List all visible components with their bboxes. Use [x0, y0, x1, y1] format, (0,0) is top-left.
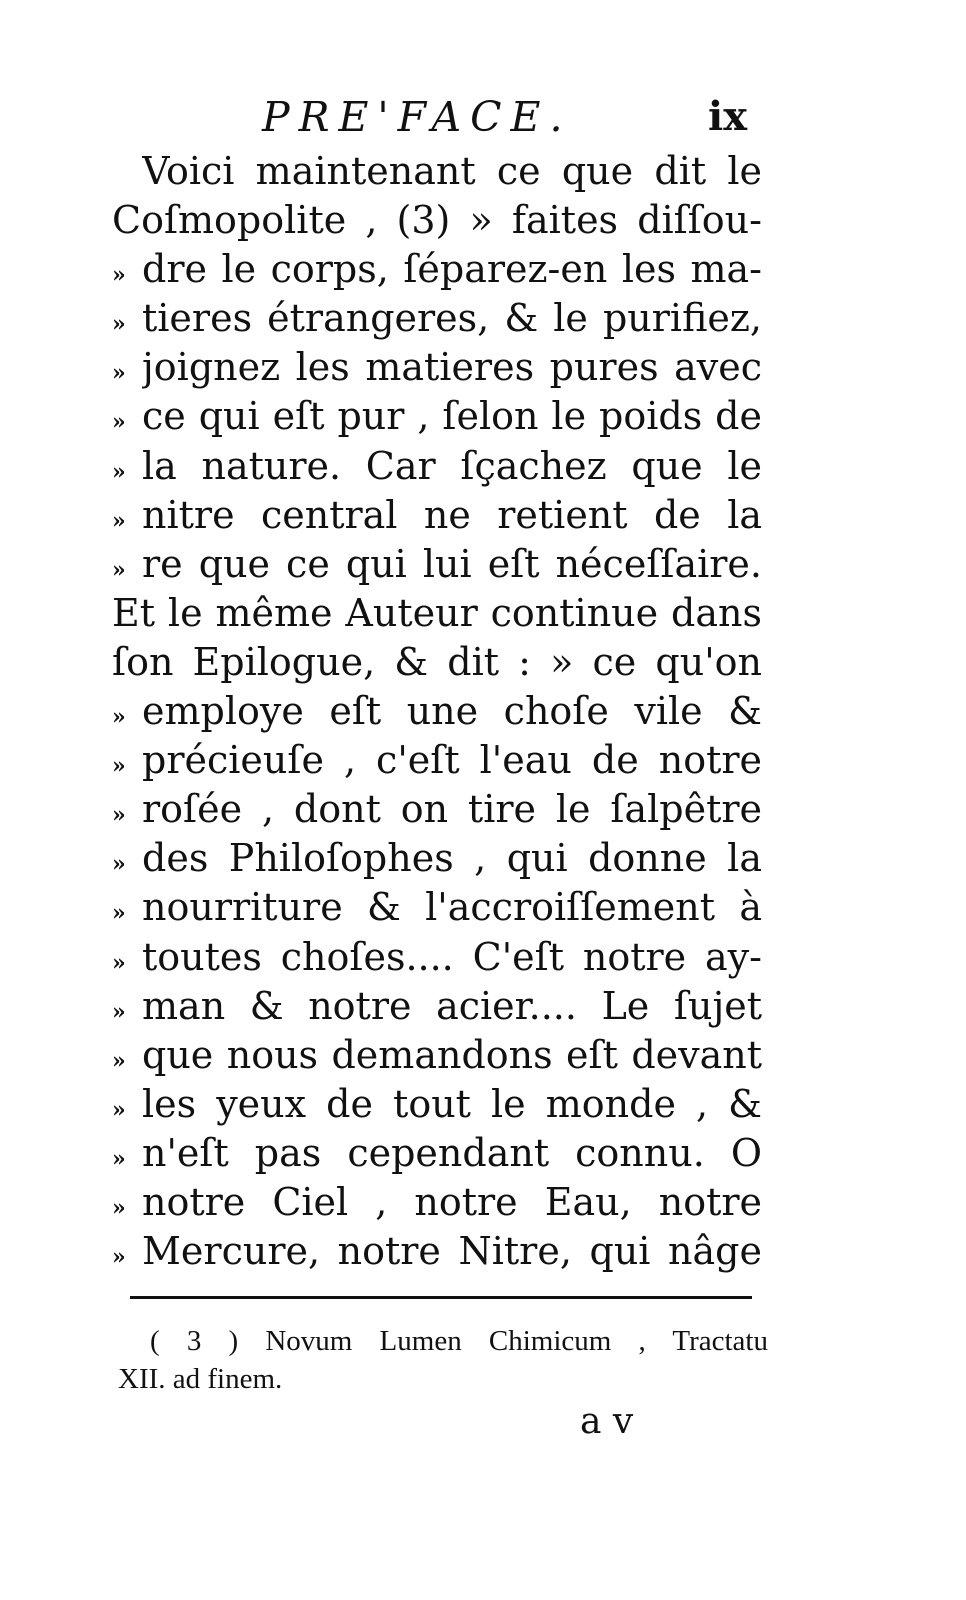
quote-mark: »: [112, 900, 126, 927]
text-line: [112, 1129, 762, 1178]
text-line: [112, 1227, 762, 1276]
line-text: nitre central ne retient de la: [142, 492, 762, 537]
quote-mark: »: [112, 1047, 126, 1074]
text-line: [112, 147, 762, 196]
quote-mark: »: [112, 949, 126, 976]
text-line: [112, 540, 762, 589]
text-line: [112, 933, 762, 982]
quote-mark: »: [112, 753, 126, 780]
text-line: [112, 343, 762, 392]
quote-mark: »: [112, 1194, 126, 1221]
text-line: [112, 1080, 762, 1129]
line-text: ſon Epilogue, & dit : » ce qu'on: [112, 639, 762, 684]
line-text: man & notre acier.... Le ſujet: [142, 983, 762, 1028]
line-text: Et le même Auteur continue dans: [112, 590, 762, 635]
quote-mark: »: [112, 409, 126, 436]
line-text: tieres étrangeres, & le purifiez,: [142, 296, 762, 341]
body-text: [112, 147, 762, 1276]
quote-mark: »: [112, 1244, 126, 1271]
footnote: [118, 1322, 768, 1398]
quote-mark: »: [112, 1096, 126, 1123]
running-title: PRE'FACE.: [262, 93, 572, 141]
text-line: [112, 736, 762, 785]
quote-mark: »: [112, 998, 126, 1025]
quote-mark: »: [112, 1145, 126, 1172]
line-text: notre Ciel , notre Eau, notre: [142, 1179, 762, 1224]
line-text: la nature. Car ſçachez que le: [142, 443, 762, 488]
text-line: [112, 982, 762, 1031]
quote-mark: »: [112, 802, 126, 829]
catchword: a v: [580, 1401, 634, 1442]
text-line: [112, 294, 762, 343]
text-line: [112, 1178, 762, 1227]
text-line: [112, 442, 762, 491]
text-line: [112, 883, 762, 932]
text-line: [112, 392, 762, 441]
line-text: précieuſe , c'eſt l'eau de notre: [142, 738, 762, 783]
quote-mark: »: [112, 360, 126, 387]
text-line: [112, 638, 762, 687]
line-text: n'eſt pas cependant connu. O: [142, 1130, 762, 1175]
quote-mark: »: [112, 458, 126, 485]
quote-mark: »: [112, 704, 126, 731]
line-text: re que ce qui lui eſt néceſſaire.: [142, 541, 762, 586]
line-text: nourriture & l'accroiſſement à: [142, 885, 762, 930]
line-text: Coſmopolite , (3) » faites diſſou-: [112, 198, 762, 243]
text-line: [112, 1031, 762, 1080]
text-line: [112, 834, 762, 883]
quote-mark: »: [112, 507, 126, 534]
footnote-line: ( 3 ) Novum Lumen Chimicum , Tractatu: [150, 1325, 768, 1357]
quote-mark: »: [112, 556, 126, 583]
text-line: [112, 785, 762, 834]
text-line: [112, 196, 762, 245]
line-text: toutes choſes.... C'eſt notre ay-: [142, 934, 762, 979]
text-line: [112, 687, 762, 736]
line-text: Mercure, notre Nitre, qui nâge: [142, 1229, 762, 1274]
line-text: roſée , dont on tire le ſalpêtre: [142, 787, 762, 832]
quote-mark: »: [112, 262, 126, 289]
line-text: dre le corps, ſéparez-en les ma-: [142, 247, 762, 292]
line-text: Voici maintenant ce que dit le: [142, 149, 762, 193]
text-line: [112, 245, 762, 294]
footnote-rule: [130, 1296, 752, 1299]
line-text: que nous demandons eſt devant: [142, 1032, 762, 1077]
line-text: joignez les matieres pures avec: [142, 345, 762, 390]
line-text: des Philoſophes , qui donne la: [142, 836, 762, 881]
footnote-line: XII. ad finem.: [118, 1363, 283, 1395]
page-number: ix: [708, 93, 748, 140]
text-line: [112, 589, 762, 638]
quote-mark: »: [112, 851, 126, 878]
text-line: [112, 491, 762, 540]
line-text: les yeux de tout le monde , &: [142, 1081, 762, 1126]
line-text: employe eſt une choſe vile &: [142, 689, 762, 734]
quote-mark: »: [112, 311, 126, 338]
line-text: ce qui eſt pur , ſelon le poids de: [142, 394, 762, 439]
